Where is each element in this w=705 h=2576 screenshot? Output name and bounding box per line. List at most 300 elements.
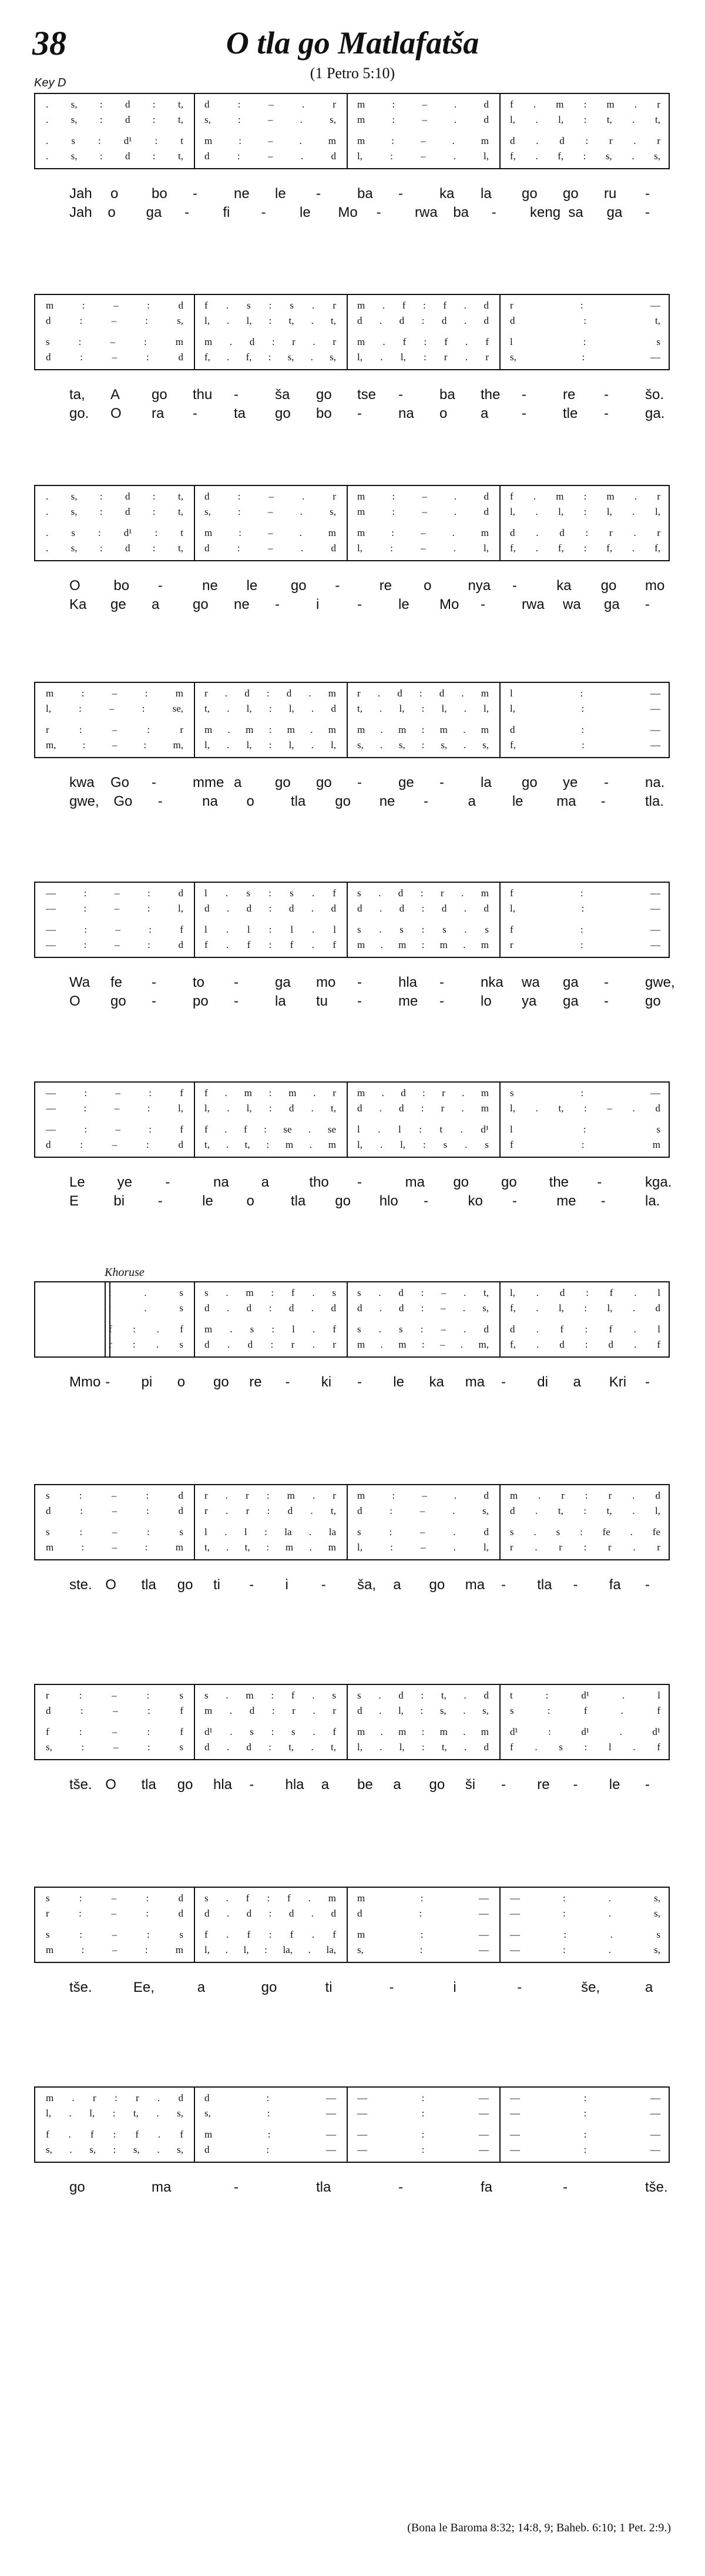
music-system	[34, 1081, 670, 1215]
solfa-cell: d : – : d	[46, 351, 183, 363]
lyric-line	[34, 578, 670, 595]
section-label: Khoruse	[105, 1266, 145, 1279]
lyric-syllable: a	[393, 1577, 401, 1593]
lyric-syllable: O	[69, 993, 80, 1009]
solfa-cell: s : – . d	[357, 1526, 489, 1537]
lyric-line	[34, 1577, 670, 1594]
solfa-cell: f . m : m . r	[510, 99, 660, 110]
lyric-syllable: -	[165, 1174, 170, 1190]
lyric-syllable: -	[573, 1777, 578, 1793]
lyric-syllable: go	[429, 1577, 445, 1593]
solfa-cell: m . m : m . m	[357, 724, 489, 735]
solfa-cell: — : —	[510, 2092, 660, 2103]
solfa-cell: . s : d¹ : t	[46, 527, 183, 538]
solfa-cell: s, : – : s	[46, 1741, 183, 1753]
solfa-cell: s . d : t, . d	[357, 1690, 489, 1701]
key-signature: Key D	[34, 76, 66, 89]
hymn-number: 38	[32, 24, 66, 62]
lyric-syllable: a	[393, 1777, 401, 1793]
solfa-cell: d : – . r	[204, 99, 336, 110]
staff	[34, 1887, 670, 1963]
voice-row	[35, 688, 669, 701]
voice-row	[35, 1139, 669, 1152]
solfa-cell: f, . l, : l, . d	[510, 1302, 660, 1314]
lyric-syllable: -	[645, 1374, 650, 1390]
solfa-cell: s : – : s	[46, 1929, 183, 1940]
solfa-cell: l, : – : se,	[46, 703, 183, 714]
lyric-syllable: go.	[69, 406, 89, 421]
solfa-cell: s . d : – . t,	[357, 1287, 489, 1298]
solfa-cell: — : – : l,	[46, 1103, 183, 1114]
staff	[34, 294, 670, 370]
solfa-cell: f, : —	[510, 739, 660, 751]
lyric-syllable: go	[316, 387, 332, 403]
voice-row	[35, 724, 669, 737]
voice-row	[35, 2144, 669, 2157]
lyric-syllable: bi	[113, 1193, 125, 1209]
footer-references: (Bona le Baroma 8:32; 14:8, 9; Baheb. 6:10; 1 Pet. 2:9.)	[407, 2521, 671, 2534]
solfa-cell: d . d : d . d	[357, 903, 489, 914]
voice-row	[35, 1929, 669, 1942]
lyric-syllable: ya	[522, 993, 537, 1009]
solfa-cell: s . m : f . s	[204, 1287, 336, 1298]
lyric-syllable: O	[105, 1577, 116, 1593]
music-system	[34, 93, 670, 227]
voice-row	[35, 2129, 669, 2142]
lyric-syllable: -	[321, 1577, 326, 1593]
lyric-syllable: lo	[481, 993, 492, 1009]
solfa-cell: s : – : m	[46, 336, 183, 347]
lyric-syllable: a	[197, 1979, 206, 1995]
lyric-syllable: ru	[604, 186, 617, 202]
solfa-cell: m . m : m . m	[204, 724, 336, 735]
solfa-cell: — : – : f	[46, 1087, 183, 1098]
solfa-cell: d : – : f	[46, 1705, 183, 1716]
lyric-syllable: po	[193, 993, 209, 1009]
solfa-cell: d : – . d	[204, 542, 336, 554]
solfa-cell: l, . l, : s . s	[357, 1139, 489, 1150]
lyric-syllable: ba	[453, 205, 469, 220]
lyric-syllable: ga	[563, 993, 579, 1009]
lyric-syllable: ka	[439, 186, 455, 202]
lyric-syllable: sa	[568, 205, 583, 220]
solfa-cell: m . f : f . d	[357, 300, 489, 311]
lyric-line	[34, 1193, 670, 1211]
lyric-syllable: ga	[563, 974, 579, 990]
solfa-cell: d . f : f . l	[510, 1324, 660, 1335]
lyric-syllable: Kri	[609, 1374, 627, 1390]
lyric-syllable: -	[522, 387, 526, 403]
lyric-syllable: -	[573, 1577, 578, 1593]
solfa-cell: . s, : d : t,	[46, 491, 183, 502]
lyric-syllable: -	[261, 205, 266, 220]
lyric-syllable: the	[481, 387, 501, 403]
voice-row	[35, 703, 669, 716]
solfa-cell: d : – : d	[46, 1139, 183, 1150]
lyric-syllable: o	[439, 406, 448, 421]
music-system	[34, 485, 670, 619]
lyric-line	[34, 775, 670, 792]
solfa-cell: t, . t, : m . m	[204, 1542, 336, 1553]
lyric-syllable: go	[290, 578, 307, 594]
lyric-syllable: A	[110, 387, 120, 403]
voice-row	[35, 924, 669, 937]
lyric-syllable: -	[285, 1374, 290, 1390]
lyric-syllable: -	[424, 1193, 429, 1209]
solfa-cell: d : – . d	[204, 150, 336, 162]
lyric-syllable: re	[563, 387, 576, 403]
lyric-syllable: ne	[234, 597, 250, 612]
lyric-syllable: ta	[234, 406, 246, 421]
lyric-syllable: -	[376, 205, 381, 220]
solfa-cell: l . s : s . f	[204, 887, 336, 899]
lyric-syllable: -	[491, 205, 496, 220]
lyric-syllable: Le	[69, 1174, 85, 1190]
solfa-cell: d : – . r	[204, 491, 336, 502]
lyric-syllable: -	[275, 597, 280, 612]
solfa-cell: m : – . d	[357, 99, 489, 110]
lyric-syllable: tla	[141, 1777, 156, 1793]
lyric-syllable: ga	[146, 205, 162, 220]
lyric-syllable: go	[177, 1777, 193, 1793]
lyric-syllable: -	[398, 186, 403, 202]
lyric-syllable: še,	[581, 1979, 600, 1995]
lyric-syllable: -	[501, 1374, 506, 1390]
lyric-syllable: a	[152, 597, 160, 612]
solfa-cell: s . s : s . s	[357, 924, 489, 935]
lyric-syllable: tše.	[645, 2179, 668, 2195]
lyric-syllable: to	[193, 974, 205, 990]
lyric-syllable: -	[157, 578, 163, 594]
solfa-cell: t, . l, : l, . l,	[357, 703, 489, 714]
voice-row	[35, 1124, 669, 1137]
lyric-syllable: keng	[530, 205, 561, 220]
lyrics-block	[34, 186, 670, 227]
lyric-syllable: fa	[481, 2179, 493, 2195]
solfa-cell: m : – . m	[357, 527, 489, 538]
staff	[34, 1281, 670, 1358]
lyric-syllable: hla	[398, 974, 418, 990]
solfa-cell: d : – . s,	[357, 1505, 489, 1516]
solfa-cell: s : – : d	[46, 1892, 183, 1904]
lyric-syllable: -	[600, 1193, 606, 1209]
lyric-syllable: re	[379, 578, 392, 594]
lyric-syllable: -	[184, 205, 189, 220]
lyric-syllable: o	[110, 186, 119, 202]
solfa-cell: d : – : d	[46, 1505, 183, 1516]
lyric-syllable: le	[202, 1193, 213, 1209]
lyrics-block	[34, 974, 675, 1016]
lyric-syllable: -	[563, 2179, 568, 2195]
solfa-cell: m : – . m	[204, 527, 336, 538]
lyric-syllable: go	[110, 993, 126, 1009]
music-system	[34, 1484, 670, 1618]
solfa-cell: m . r : r . d	[510, 1490, 660, 1501]
solfa-cell: d . d : r . r	[510, 135, 660, 146]
lyric-syllable: le	[512, 793, 523, 809]
solfa-cell: . s, : d : t,	[46, 150, 183, 162]
solfa-cell: d : —	[510, 724, 660, 735]
solfa-cell: s, . s, : s, . s,	[357, 739, 489, 751]
lyric-syllable: -	[645, 1577, 650, 1593]
lyrics-block	[34, 387, 670, 428]
lyric-syllable: ne	[202, 578, 218, 594]
lyric-syllable: mo	[645, 578, 665, 594]
lyric-syllable: go	[275, 406, 291, 421]
solfa-cell: m : —	[204, 2129, 336, 2140]
lyric-syllable: -	[357, 597, 362, 612]
lyric-syllable: go	[522, 186, 538, 202]
lyric-syllable: ge	[398, 775, 414, 790]
lyric-syllable: le	[300, 205, 311, 220]
solfa-cell: m . d : r . r	[204, 336, 336, 347]
lyric-syllable: tla	[290, 1193, 306, 1209]
staff	[34, 1081, 670, 1158]
solfa-cell: f . f : f . f	[204, 1929, 336, 1940]
lyric-syllable: ta,	[69, 387, 85, 403]
solfa-cell: . s, : d : t,	[46, 114, 183, 125]
music-system	[34, 294, 670, 428]
solfa-cell: m : – . m	[357, 135, 489, 146]
solfa-cell: s : f . f	[510, 1705, 660, 1716]
lyric-syllable: go	[177, 1577, 193, 1593]
voice-row	[35, 150, 669, 163]
solfa-cell: d : t,	[510, 315, 660, 326]
lyric-syllable: na	[202, 793, 218, 809]
solfa-cell: m . d : r . m	[357, 1087, 489, 1098]
lyric-syllable: la	[481, 186, 492, 202]
solfa-cell: d . d : d . d	[204, 1908, 336, 1919]
solfa-cell: l, . l, : r . r	[357, 351, 489, 363]
lyric-syllable: re	[537, 1777, 550, 1793]
lyric-line	[34, 387, 670, 404]
solfa-cell: s : —	[510, 1087, 660, 1098]
lyric-syllable: ga	[604, 597, 620, 612]
solfa-cell: m : – : d	[46, 300, 183, 311]
lyric-syllable: a	[468, 793, 476, 809]
lyric-syllable: go	[335, 1193, 351, 1209]
staff	[34, 882, 670, 958]
solfa-cell: s . s : – . d	[357, 1324, 489, 1335]
solfa-cell: r : – : s	[46, 1690, 183, 1701]
solfa-cell: — : – : d	[46, 887, 183, 899]
music-system	[34, 2086, 670, 2220]
solfa-cell: f . f : f . f	[46, 2129, 183, 2140]
solfa-cell: — : – : f	[46, 924, 183, 935]
lyric-syllable: kwa	[69, 775, 95, 790]
solfa-cell: — : . s	[510, 1929, 660, 1940]
lyric-syllable: Mo	[439, 597, 459, 612]
scripture-reference: (1 Petro 5:10)	[310, 65, 395, 82]
lyric-line	[34, 993, 670, 1011]
music-system	[34, 882, 675, 1016]
voice-row	[35, 1302, 669, 1315]
staff	[34, 2086, 670, 2163]
voice-row	[35, 1741, 669, 1754]
lyric-syllable: Jah	[69, 205, 92, 220]
lyric-syllable: go	[429, 1777, 445, 1793]
solfa-cell: s, : – . s,	[204, 114, 336, 125]
lyric-syllable: na	[213, 1174, 229, 1190]
lyric-syllable: -	[157, 1193, 163, 1209]
lyric-syllable: -	[193, 406, 197, 421]
solfa-cell: d . d : r . r	[510, 527, 660, 538]
lyric-syllable: fi	[223, 205, 230, 220]
solfa-cell: — : —	[357, 2092, 489, 2103]
lyric-syllable: tla	[290, 793, 306, 809]
solfa-cell: — : – : d	[46, 939, 183, 950]
solfa-cell: l, . l, : t, . s,	[46, 2108, 183, 2119]
solfa-cell: f : —	[510, 924, 660, 935]
voice-row	[35, 336, 669, 349]
lyric-syllable: rwa	[522, 597, 545, 612]
lyric-syllable: ša,	[357, 1577, 377, 1593]
lyric-syllable: a	[645, 1979, 653, 1995]
lyric-syllable: le	[609, 1777, 620, 1793]
lyric-syllable: -	[316, 186, 321, 202]
lyric-syllable: -	[645, 597, 650, 612]
lyrics-block	[34, 578, 670, 619]
lyric-syllable: ne	[234, 186, 250, 202]
voice-row	[35, 542, 669, 555]
solfa-cell: l, . l, : l, . l,	[204, 739, 336, 751]
lyric-syllable: the	[549, 1174, 569, 1190]
lyric-syllable: -	[645, 1777, 650, 1793]
lyric-syllable: -	[357, 406, 362, 421]
lyric-syllable: di	[537, 1374, 548, 1390]
solfa-cell: f, . f, : f, . f,	[510, 542, 660, 554]
solfa-cell: m : – . d	[357, 506, 489, 517]
lyric-syllable: -	[512, 1193, 517, 1209]
lyric-syllable: gwe,	[645, 974, 675, 990]
lyric-syllable: -	[604, 974, 609, 990]
staff	[34, 1684, 670, 1760]
voice-row	[35, 527, 669, 540]
lyric-syllable: le	[275, 186, 286, 202]
solfa-cell: l . l : l . l	[204, 924, 336, 935]
lyric-syllable: ka	[429, 1374, 444, 1390]
solfa-cell: m . m : – . m,	[357, 1339, 489, 1350]
voice-row	[35, 1490, 669, 1503]
lyrics-block	[34, 2179, 670, 2220]
lyric-syllable: O	[69, 578, 80, 594]
lyric-syllable: hla	[285, 1777, 304, 1793]
lyric-syllable: pi	[141, 1374, 153, 1390]
lyric-syllable: -	[357, 1174, 362, 1190]
lyric-line	[34, 205, 670, 222]
solfa-cell: s . s : fe . fe	[510, 1526, 660, 1537]
lyric-syllable: -	[645, 205, 650, 220]
solfa-cell: f . f : se . se	[204, 1124, 336, 1135]
solfa-cell: m : – : m	[46, 1944, 183, 1955]
voice-row	[35, 2092, 669, 2105]
lyric-syllable: nka	[481, 974, 503, 990]
solfa-cell: l, . l, : la, . la,	[204, 1944, 336, 1955]
voice-row	[35, 1705, 669, 1718]
lyric-syllable: šo.	[645, 387, 664, 403]
lyric-line	[34, 1777, 670, 1794]
solfa-cell: r . d : d . m	[357, 688, 489, 699]
lyrics-block	[34, 1777, 670, 1818]
hymn-title: O tla go Matlafatša	[226, 25, 479, 61]
lyric-syllable: go	[522, 775, 538, 790]
solfa-cell: s . d : r . m	[357, 887, 489, 899]
solfa-cell: d . d : r . m	[357, 1103, 489, 1114]
lyric-syllable: Wa	[69, 974, 90, 990]
solfa-cell: f . m : m . r	[204, 1087, 336, 1098]
solfa-cell: r : – : d	[46, 1908, 183, 1919]
lyric-syllable: -	[512, 578, 517, 594]
solfa-cell: d . d : d . d	[357, 315, 489, 326]
voice-row	[35, 1087, 669, 1100]
voice-row	[35, 114, 669, 127]
lyric-syllable: bo	[152, 186, 167, 202]
lyric-syllable: tše.	[69, 1979, 92, 1995]
solfa-cell: — : . s,	[510, 1892, 660, 1904]
lyrics-block	[34, 1577, 670, 1618]
lyric-line	[34, 1374, 670, 1392]
voice-row	[35, 351, 669, 364]
lyric-syllable: -	[424, 793, 429, 809]
solfa-cell: f : m	[510, 1139, 660, 1150]
lyric-syllable: tle	[563, 406, 578, 421]
solfa-cell: t, . l, : l, . d	[204, 703, 336, 714]
lyric-syllable: kga.	[645, 1174, 672, 1190]
lyric-syllable: tla.	[645, 793, 664, 809]
solfa-cell: s, . s, : s, . s,	[46, 2144, 183, 2155]
solfa-cell: m : – . d	[357, 491, 489, 502]
solfa-cell: l, : – . l,	[357, 1542, 489, 1553]
solfa-cell: f, . d : d . f	[510, 1339, 660, 1350]
solfa-cell: r . r : d . t,	[204, 1505, 336, 1516]
lyric-line	[34, 186, 670, 203]
lyric-syllable: go	[453, 1174, 469, 1190]
lyric-syllable: bo	[316, 406, 332, 421]
lyric-syllable: -	[604, 993, 609, 1009]
solfa-cell: l : s	[510, 336, 660, 347]
solfa-cell: m . m : m . m	[357, 939, 489, 950]
lyric-syllable: la.	[645, 1193, 660, 1209]
solfa-cell: f : . f	[109, 1324, 183, 1335]
lyrics-block	[34, 1374, 670, 1415]
lyric-syllable: Jah	[69, 186, 92, 202]
lyric-syllable: gwe,	[69, 793, 99, 809]
lyric-syllable: tla	[537, 1577, 552, 1593]
lyric-syllable: fe	[110, 974, 123, 990]
solfa-cell: l . l : t . d¹	[357, 1124, 489, 1135]
lyric-syllable: -	[398, 387, 403, 403]
solfa-cell: l, . l, : t, . t,	[204, 315, 336, 326]
music-system	[34, 1887, 670, 2021]
lyric-syllable: Go	[113, 793, 133, 809]
solfa-cell: d : – : s,	[46, 315, 183, 326]
lyric-syllable: le	[398, 597, 409, 612]
lyric-syllable: -	[604, 775, 609, 790]
solfa-cell: l : s	[510, 1124, 660, 1135]
music-system	[34, 1266, 670, 1415]
solfa-cell: l, . l, : t, . t,	[510, 114, 660, 125]
voice-row	[35, 135, 669, 148]
lyric-syllable: -	[249, 1777, 254, 1793]
solfa-cell: s . f : f . m	[204, 1892, 336, 1904]
lyric-syllable: go	[69, 2179, 85, 2195]
lyric-syllable: le	[246, 578, 258, 594]
staff	[34, 1484, 670, 1560]
lyric-syllable: o	[177, 1374, 186, 1390]
lyric-syllable: a	[573, 1374, 581, 1390]
solfa-cell: r . d : d . m	[204, 688, 336, 699]
lyric-syllable: -	[439, 775, 444, 790]
